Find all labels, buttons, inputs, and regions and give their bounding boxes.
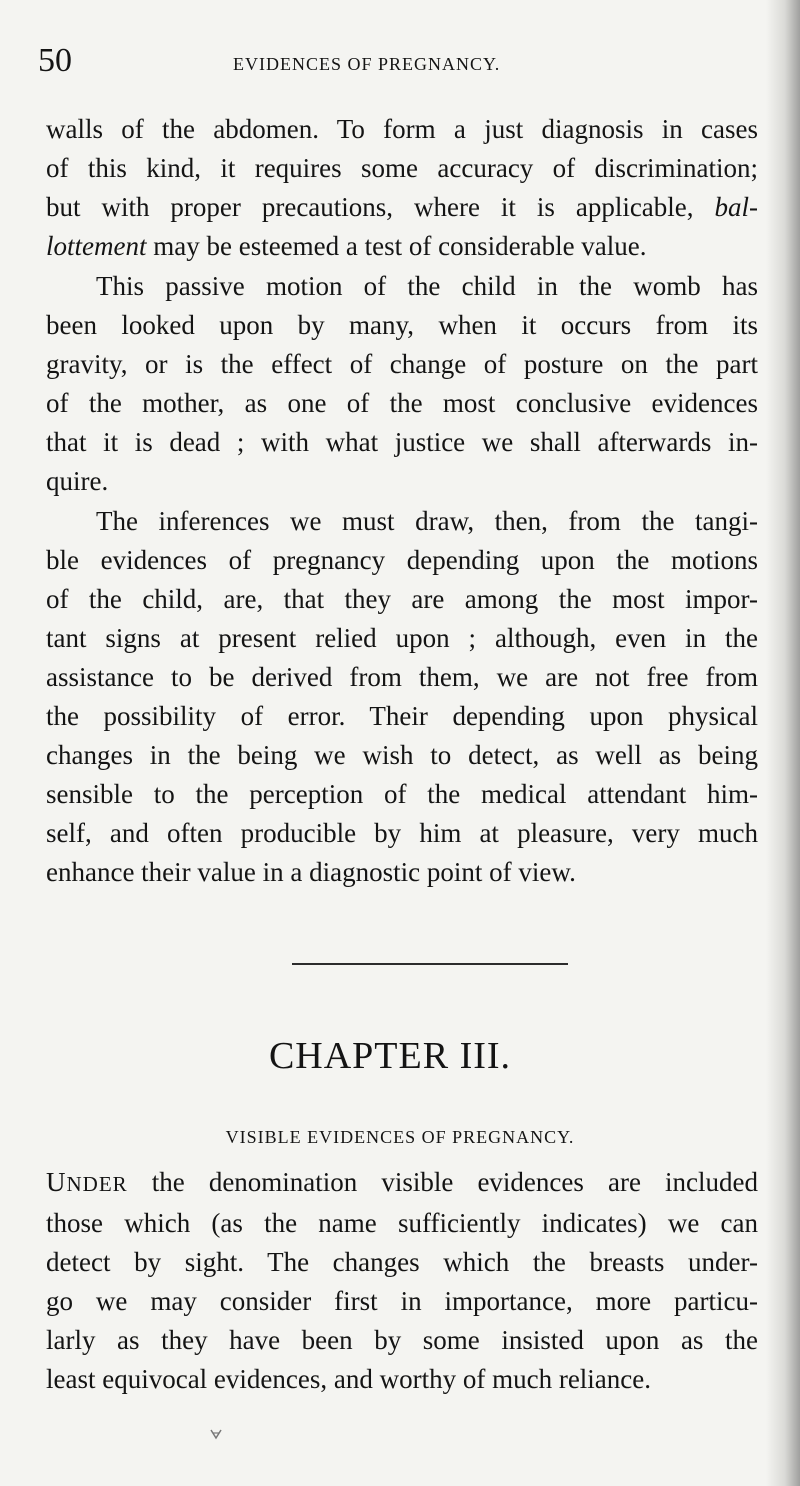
running-head bbox=[38, 42, 758, 82]
text-run: but with proper precautions, where it is applicable, bbox=[46, 192, 715, 222]
italic-term: lottement bbox=[46, 231, 147, 261]
printer-mark bbox=[208, 1426, 224, 1447]
section-title: VISIBLE EVIDENCES OF PREGNANCY. bbox=[225, 1127, 575, 1147]
lead-rest: NDER bbox=[66, 1172, 128, 1196]
text-line: of the child, are, that they are among the most impor- bbox=[46, 584, 758, 614]
text-line: of this kind, it requires some accuracy of discrimination; bbox=[46, 153, 758, 183]
text-line: assistance to be derived from them, we are not free from bbox=[46, 662, 758, 692]
text-line: the possibility of error. Their depending upon physical bbox=[46, 701, 758, 731]
text-line bbox=[46, 1163, 758, 1204]
text-line: gravity, or is the effect of change of posture on the part bbox=[46, 349, 758, 379]
section-divider-rule bbox=[292, 963, 568, 965]
text-line: changes in the being we wish to detect, as well as being bbox=[46, 740, 758, 770]
text-line: been looked upon by many, when it occurs from its bbox=[46, 310, 758, 340]
text-line: sensible to the perception of the medical attendant him- bbox=[46, 779, 758, 809]
text-line bbox=[46, 227, 758, 266]
text-run: may be esteemed a test of considerable value. bbox=[146, 231, 647, 261]
text-line: those which (as the name sufficiently indicates) we can bbox=[46, 1208, 758, 1238]
text-line: that it is dead ; with what justice we shall afterwards in- bbox=[46, 427, 758, 457]
text-line: walls of the abdomen. To form a just diagnosis in cases bbox=[46, 114, 758, 144]
signature-mark-icon bbox=[208, 1426, 224, 1442]
running-title: EVIDENCES OF PREGNANCY. bbox=[233, 54, 501, 74]
text-line: This passive motion of the child in the womb has bbox=[96, 271, 758, 301]
italic-term: bal- bbox=[714, 192, 758, 222]
text-line: tant signs at present relied upon ; although, even in the bbox=[46, 623, 758, 653]
paragraph-inferences bbox=[46, 502, 758, 892]
text-line: self, and often producible by him at pleasure, very much bbox=[46, 818, 758, 848]
text-line: least equivocal evidences, and worthy of much reliance. bbox=[46, 1364, 652, 1394]
text-line bbox=[46, 188, 758, 227]
paragraph-passive-motion bbox=[46, 267, 758, 501]
text-run: the denomination visible evidences are included bbox=[127, 1167, 758, 1197]
small-caps-lead bbox=[46, 1167, 128, 1197]
text-line: quire. bbox=[46, 466, 109, 496]
lead-initial: U bbox=[46, 1167, 67, 1197]
text-line: The inferences we must draw, then, from the tangi- bbox=[96, 506, 758, 536]
chapter-title: CHAPTER III. bbox=[268, 1035, 512, 1077]
text-line: enhance their value in a diagnostic point of view. bbox=[46, 857, 576, 887]
text-line: of the mother, as one of the most conclusive evidences bbox=[46, 388, 758, 418]
text-line: go we may consider first in importance, more particu- bbox=[46, 1286, 758, 1316]
text-line: ble evidences of pregnancy depending upon the motions bbox=[46, 545, 758, 575]
page-edge-shadow bbox=[766, 0, 800, 1486]
page-number: 50 bbox=[38, 42, 72, 79]
text-line: larly as they have been by some insisted upon as the bbox=[46, 1325, 758, 1355]
paragraph-visible-evidences bbox=[46, 1163, 758, 1399]
paragraph-ballottement bbox=[46, 110, 758, 266]
text-line: detect by sight. The changes which the breasts under- bbox=[46, 1247, 758, 1277]
